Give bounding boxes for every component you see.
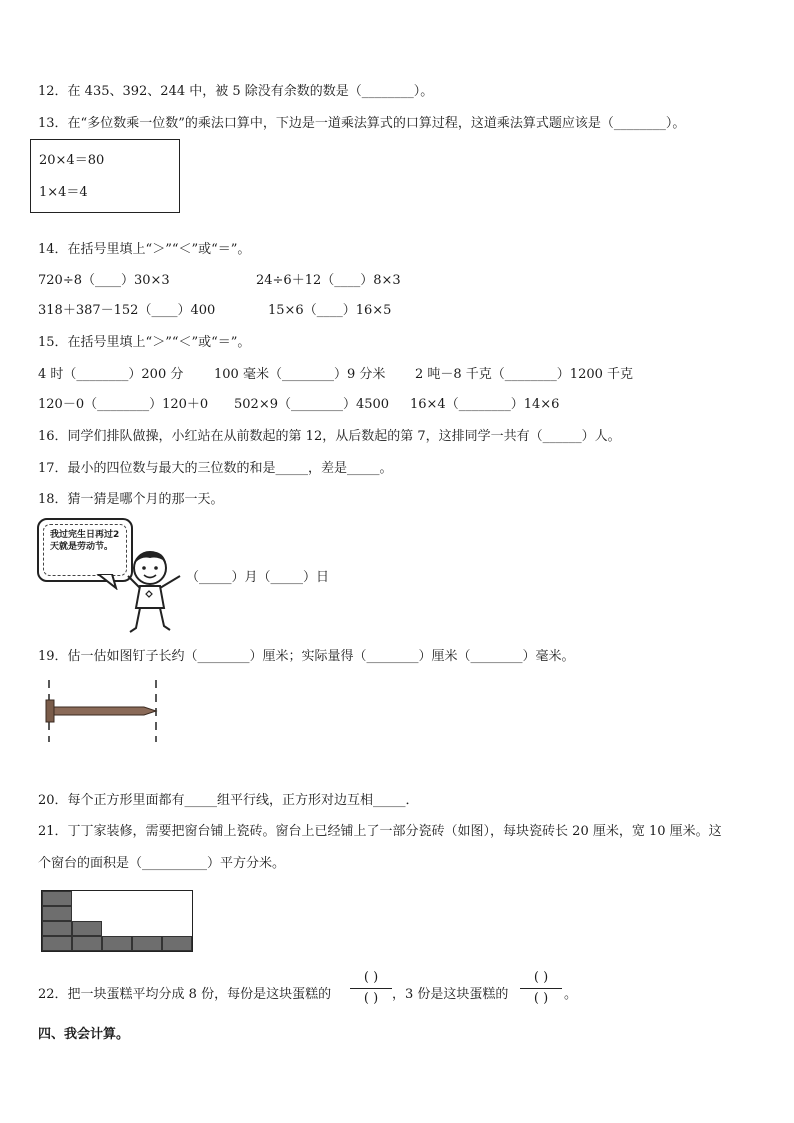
q22-text-c: 。 xyxy=(564,987,578,1002)
q14-row1-a: 720÷8（____）30×3 xyxy=(38,273,170,288)
tile xyxy=(72,921,102,936)
q21-line1: 21．丁丁家装修，需要把窗台铺上瓷砖。窗台上已经铺上了一部分瓷砖（如图），每块瓷砖长 20 厘米，宽 10 厘米。这 xyxy=(38,824,722,839)
q15-row1-b: 100 毫米（________）9 分米 xyxy=(214,367,386,382)
fraction-denominator: ( ) xyxy=(363,991,379,1006)
q15-row2-a: 120－0（________）120＋0 xyxy=(38,397,209,412)
speech-bubble-tail-icon xyxy=(96,574,120,590)
fraction-denominator: ( ) xyxy=(533,991,549,1006)
q14-row1-b: 24÷6＋12（____）8×3 xyxy=(256,273,401,288)
q12: 12．在 435、392、244 中，被 5 除没有余数的数是（________）。 xyxy=(38,84,434,99)
q15-row1-c: 2 吨－8 千克（________）1200 千克 xyxy=(415,367,634,382)
q14-row2-a: 318＋387－152（____）400 xyxy=(38,303,216,318)
q13-calc-box xyxy=(30,139,180,213)
q15-row2-b: 502×9（________）4500 xyxy=(234,397,390,412)
windowsill-tiles-diagram xyxy=(41,890,193,952)
q22-fraction-1 xyxy=(350,969,392,1008)
tile xyxy=(42,936,72,951)
q15-row2-c: 16×4（________）14×6 xyxy=(410,397,560,412)
q15-title: 15．在括号里填上“＞”“＜”或“＝”。 xyxy=(38,335,251,350)
q22-text-a: 22．把一块蛋糕平均分成 8 份，每份是这块蛋糕的 xyxy=(38,987,332,1002)
q18: 18．猜一猜是哪个月的那一天。 xyxy=(38,492,224,507)
tile xyxy=(42,906,72,921)
q16: 16．同学们排队做操，小红站在从前数起的第 12，从后数起的第 7，这排同学一共有（______）人。 xyxy=(38,429,621,444)
q15-row1-a: 4 时（________）200 分 xyxy=(38,367,184,382)
tile xyxy=(162,936,192,951)
tile xyxy=(72,936,102,951)
q19: 19．估一估如图钉子长约（________）厘米；实际量得（________）厘米（________）毫米。 xyxy=(38,649,575,664)
fraction-numerator: ( ) xyxy=(533,970,549,985)
q22-text-b: ，3 份是这块蛋糕的 xyxy=(392,987,509,1002)
tile xyxy=(42,921,72,936)
q13: 13．在“多位数乘一位数”的乘法口算中，下边是一道乘法算式的口算过程，这道乘法算式题应该是（________）。 xyxy=(38,116,686,131)
q18-answer: （_____）月（_____）日 xyxy=(186,570,330,585)
nail-icon xyxy=(40,678,164,744)
q13-calc-line-1: 20×4＝80 xyxy=(39,153,105,168)
q13-calc-line-2: 1×4＝4 xyxy=(39,185,88,200)
q22-fraction-2 xyxy=(520,969,562,1008)
tile xyxy=(102,936,132,951)
q17: 17．最小的四位数与最大的三位数的和是_____，差是_____。 xyxy=(38,461,393,476)
fraction-numerator: ( ) xyxy=(363,970,379,985)
q14-title: 14．在括号里填上“＞”“＜”或“＝”。 xyxy=(38,242,251,257)
section-heading-4: 四、我会计算。 xyxy=(38,1027,130,1042)
tile xyxy=(132,936,162,951)
speech-bubble xyxy=(37,518,133,582)
q21-line2: 个窗台的面积是（__________）平方分米。 xyxy=(38,856,286,871)
child-cartoon-icon xyxy=(120,546,190,638)
tile xyxy=(42,891,72,906)
q20: 20．每个正方形里面都有_____组平行线，正方形对边互相_____． xyxy=(38,793,419,808)
q14-row2-b: 15×6（____）16×5 xyxy=(268,303,392,318)
speech-bubble-text: 我过完生日再过2天就是劳动节。 xyxy=(43,524,127,576)
